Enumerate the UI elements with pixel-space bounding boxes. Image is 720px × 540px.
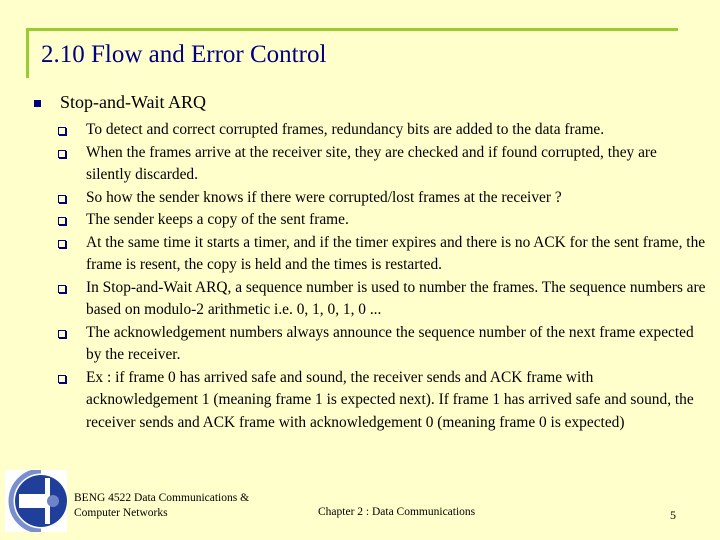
list-item bbox=[58, 142, 706, 187]
list-item bbox=[58, 119, 706, 142]
list-item-text: In Stop-and-Wait ARQ, a sequence number is used to number the frames. The sequence numbers are based on modulo-2 arithmetic i.e. 0, 1, 0, 1, 0 ... bbox=[86, 278, 706, 318]
hollow-square-bullet-icon bbox=[58, 375, 66, 383]
footer-course-line1: BENG 4522 Data Communications & bbox=[74, 492, 250, 504]
bullet-list bbox=[58, 119, 706, 434]
list-item-text: The sender keeps a copy of the sent frame. bbox=[86, 211, 349, 228]
list-item bbox=[58, 367, 706, 435]
footer-course-line2: Computer Networks bbox=[74, 507, 168, 519]
hollow-square-bullet-icon bbox=[58, 127, 66, 135]
list-item bbox=[58, 322, 706, 367]
list-item bbox=[58, 232, 706, 277]
list-item bbox=[58, 277, 706, 322]
hollow-square-bullet-icon bbox=[58, 195, 66, 203]
page-number: 5 bbox=[670, 508, 676, 522]
hollow-square-bullet-icon bbox=[58, 240, 66, 248]
list-item-text: To detect and correct corrupted frames, redundancy bits are added to the data frame. bbox=[86, 121, 605, 138]
list-item-text: Ex : if frame 0 has arrived safe and sound, the receiver sends and ACK frame with acknowledgement 1 (meaning frame 1 is expected next). If frame 1 has arrived safe and sound, the receiver sends and ACK frame with acknowledgement 0 (meaning frame 0 is expected) bbox=[86, 368, 694, 431]
university-logo-icon bbox=[5, 470, 67, 532]
hollow-square-bullet-icon bbox=[58, 150, 66, 158]
slide-title: 2.10 Flow and Error Control bbox=[41, 41, 327, 68]
topic-bullet-item bbox=[34, 92, 206, 113]
footer-chapter: Chapter 2 : Data Communications bbox=[318, 506, 476, 518]
topic-heading: Stop-and-Wait ARQ bbox=[60, 92, 207, 112]
list-item bbox=[58, 209, 706, 232]
list-item-text: At the same time it starts a timer, and if the timer expires and there is no ACK for the sent frame, the frame is resent, the copy is held and the times is restarted. bbox=[86, 233, 706, 273]
hollow-square-bullet-icon bbox=[58, 285, 66, 293]
square-bullet-icon bbox=[34, 100, 41, 107]
list-item-text: So how the sender knows if there were corrupted/lost frames at the receiver ? bbox=[86, 188, 562, 206]
list-item bbox=[58, 187, 706, 210]
hollow-square-bullet-icon bbox=[58, 330, 66, 338]
list-item-text: The acknowledgement numbers always announce the sequence number of the next frame expected by the receiver. bbox=[86, 323, 694, 363]
footer-course bbox=[74, 491, 249, 521]
list-item-text: When the frames arrive at the receiver site, they are checked and if found corrupted, they are silently discarded. bbox=[86, 143, 657, 183]
hollow-square-bullet-icon bbox=[58, 217, 66, 225]
